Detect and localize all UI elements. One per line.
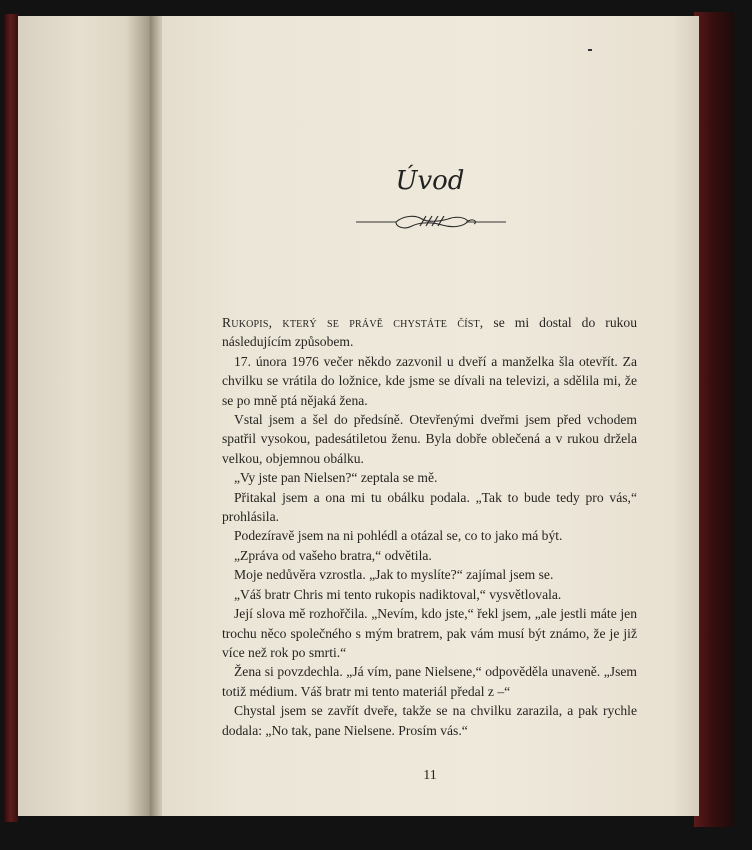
lead-smallcaps: Rukopis, který se právě chystáte číst, — [222, 315, 484, 330]
paragraph: „Váš bratr Chris mi tento rukopis nadiktoval,“ vysvětlovala. — [234, 586, 562, 602]
paragraph: Žena si povzdechla. „Já vím, pane Nielsene,“ odpověděla unaveně. „Jsem totiž médium. Váš bratr mi tento materiál předal z –“ — [222, 664, 637, 699]
paragraph: Vstal jsem a šel do předsíně. Otevřenými dveřmi jsem před vchodem spatřil vysokou, padesátiletou ženu. Byla dobře oblečená a v rukou držela velkou, objemnou obálku. — [222, 412, 637, 466]
left-page — [18, 16, 156, 816]
paragraph: 17. února 1976 večer někdo zazvonil u dveří a manželka šla otevřít. Za chvilku se vrátila do ložnice, kde jsme se dívali na televizi, a sdělila mi, že se po mně ptá nějaká žena. — [222, 353, 637, 408]
book-cover-edge-right — [694, 12, 734, 827]
paragraph-lead — [222, 313, 637, 352]
decorative-ornament-icon — [356, 206, 506, 236]
paragraph: Chystal jsem se zavřít dveře, takže se na chvilku zarazila, a pak rychle dodala: „No tak, pane Nielsene. Prosím vás.“ — [222, 703, 637, 738]
paragraph: „Zpráva od vašeho bratra,“ odvětila. — [234, 547, 432, 563]
paragraph: Moje nedůvěra vzrostla. „Jak to myslíte?“ zajímal jsem se. — [234, 567, 554, 583]
page-number: 11 — [423, 768, 437, 783]
lead-rest: se mi dostal do rukou následujícím způsobem. — [222, 315, 638, 350]
chapter-text — [222, 313, 637, 740]
chapter-title: Úvod — [395, 166, 465, 196]
paragraph: Její slova mě rozhořčila. „Nevím, kdo jste,“ řekl jsem, „ale jestli máte jen trochu něco společného s mým bratrem, pak vám musí být známo, že je již více než rok po smrti.“ — [222, 606, 637, 660]
page-speck — [588, 49, 592, 51]
paragraph: Podezíravě jsem na ni pohlédl a otázal se, co to jako má být. — [234, 528, 563, 544]
paragraph: „Vy jste pan Nielsen?“ zeptala se mě. — [234, 470, 438, 486]
book-cover-edge-left — [4, 14, 18, 822]
paragraph: Přitakal jsem a ona mi tu obálku podala. „Tak to bude tedy pro vás,“ prohlásila. — [222, 489, 637, 525]
